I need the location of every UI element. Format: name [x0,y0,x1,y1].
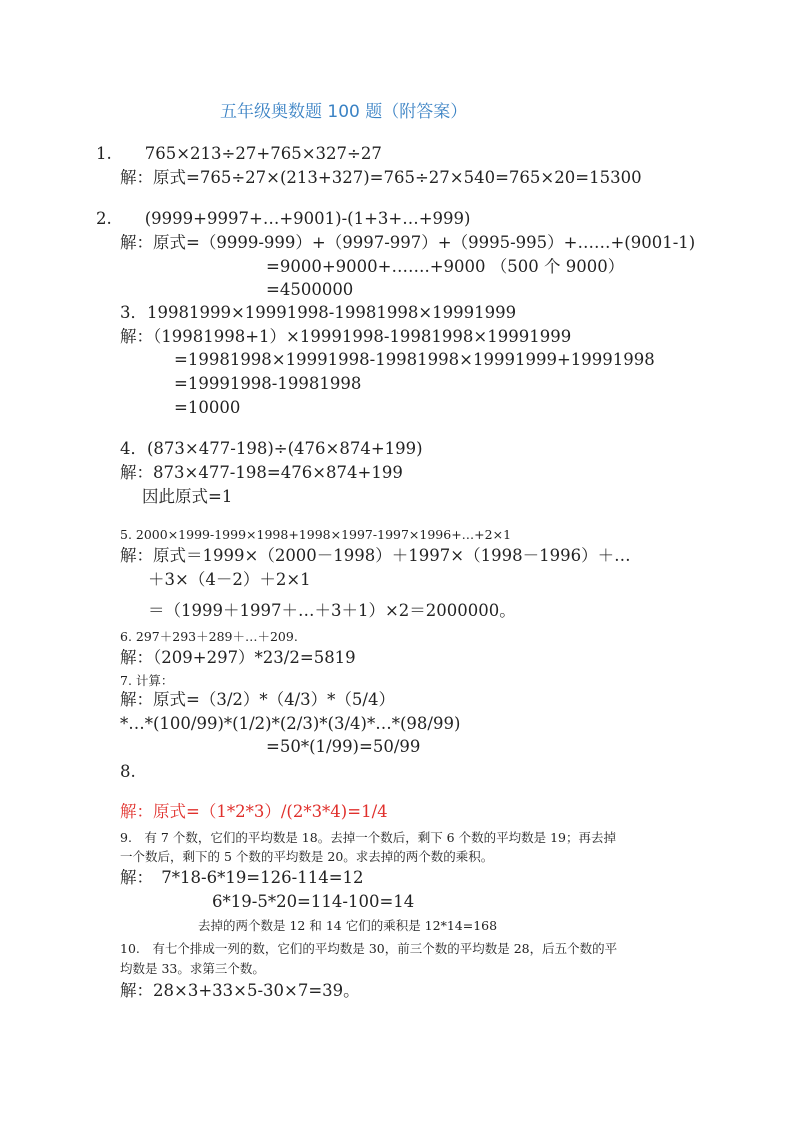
problem-4-question: 4．(873×477-198)÷(476×874+199) [120,439,423,458]
problem-10-question-cont: 均数是 33。求第三个数。 [120,961,265,976]
problem-8-question: 8. [120,762,136,781]
problem-7-question: 7. 计算： [120,673,174,688]
problem-9-question: 9. 有 7 个数，它们的平均数是 18。去掉一个数后，剩下 6 个数的平均数是 19；再去掉 [120,830,616,845]
problem-3-solution-step: =19991998-19981998 [174,374,362,393]
problem-4-conclusion: 因此原式=1 [142,487,233,506]
page-title: 五年级奥数题 100 题（附答案） [220,102,468,122]
problem-2-solution-step: =9000+9000+…….+9000 （500 个 9000） [266,257,625,276]
problem-9-solution: 解： 7*18-6*19=126-114=12 [120,868,364,887]
problem-5-question: 5. 2000×1999-1999×1998+1998×1997-1997×1996+…+2×1 [120,527,512,542]
problem-7-solution-step: *…*(100/99)*(1/2)*(2/3)*(3/4)*…*(98/99) [120,714,461,733]
problem-2-solution-step: =4500000 [266,280,354,299]
problem-3-solution: 解：（19981998+1）×19991998-19981998×19991999 [120,327,572,346]
problem-2-question: 2. (9999+9997+…+9001)-(1+3+…+999) [96,209,471,228]
problem-6-question: 6. 297＋293＋289＋…＋209. [120,629,298,644]
problem-10-solution: 解：28×3+33×5-30×7=39。 [120,981,360,1000]
problem-3-solution-step: =10000 [174,398,241,417]
problem-9-conclusion: 去掉的两个数是 12 和 14 它们的乘积是 12*14=168 [198,918,498,933]
problem-5-solution: 解：原式＝1999×（2000－1998）＋1997×（1998－1996）＋… [120,546,631,565]
problem-7-solution: 解：原式=（3/2）*（4/3）*（5/4） [120,690,395,709]
problem-5-solution-step: ＋3×（4－2）＋2×1 [148,570,311,589]
problem-3-question: 3．19981999×19991998-19981998×19991999 [120,303,517,322]
problem-3-solution-step: =19981998×19991998-19981998×19991999+19991998 [174,350,655,369]
problem-4-solution: 解：873×477-198=476×874+199 [120,463,403,482]
problem-10-question: 10. 有七个排成一列的数，它们的平均数是 30，前三个数的平均数是 28，后五个数的平 [120,941,618,956]
problem-7-solution-step: =50*(1/99)=50/99 [266,737,421,756]
problem-5-solution-step: ＝（1999＋1997＋…＋3＋1）×2＝2000000。 [148,601,516,620]
problem-1-solution: 解：原式=765÷27×(213+327)=765÷27×540=765×20=15300 [120,168,642,187]
problem-1-question: 1. 765×213÷27+765×327÷27 [96,144,382,163]
problem-9-solution-step: 6*19-5*20=114-100=14 [212,892,415,911]
problem-8-solution: 解：原式=（1*2*3）/(2*3*4)=1/4 [120,802,388,821]
problem-2-solution: 解：原式=（9999-999）+（9997-997）+（9995-995）+……+(9001-1) [120,233,696,252]
problem-6-solution: 解：（209+297）*23/2=5819 [120,648,356,667]
problem-9-question-cont: 一个数后，剩下的 5 个数的平均数是 20。求去掉的两个数的乘积。 [120,849,494,864]
